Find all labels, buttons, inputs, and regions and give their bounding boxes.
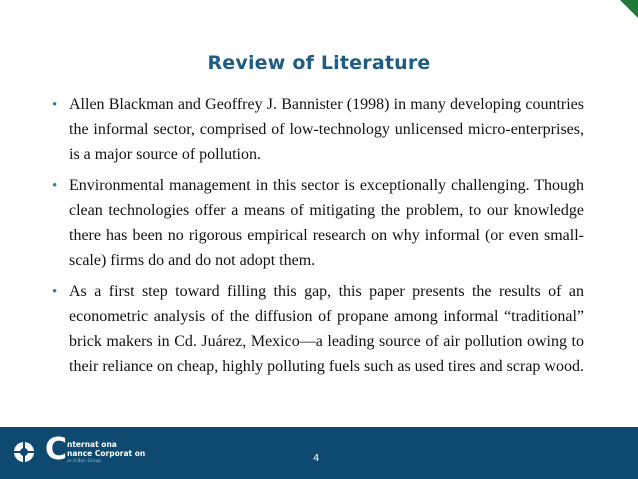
bullet-text: Environmental management in this sector is exceptionally challenging. Though clean technologies offer a means of mitigating the problem, to our knowledge there has been no rigorous empirical research on why informal (or even small-scale) firms do and do not adopt them. xyxy=(69,177,584,269)
bullet-dot-icon: • xyxy=(52,284,58,300)
bullet-dot-icon: • xyxy=(52,178,58,194)
globe-icon xyxy=(13,441,35,463)
org-name-line3: or d Ban Group xyxy=(67,459,102,464)
logo-letter: C xyxy=(45,432,68,467)
page-number: 4 xyxy=(313,453,320,464)
bullet-item xyxy=(52,173,584,273)
bullet-dot-icon: • xyxy=(52,97,58,113)
bullet-item xyxy=(52,279,584,379)
bullet-text: Allen Blackman and Geoffrey J. Bannister (1998) in many developing countries the informal sector, comprised of low-technology unlicensed micro-enterprises, is a major source of pollution. xyxy=(69,96,584,163)
corner-accent xyxy=(620,0,638,18)
footer-bar xyxy=(0,427,638,479)
bullet-text: As a first step toward filling this gap, this paper presents the results of an econometric analysis of the diffusion of propane among informal “traditional” brick makers in Cd. Juárez, Mexico—a leading source of air pollution owing to their reliance on cheap, highly polluting fuels such as used tires and scrap wood. xyxy=(69,283,584,375)
slide-title: Review of Literature xyxy=(207,52,431,74)
org-name-line1: nternat ona xyxy=(67,440,117,449)
org-name-line2: nance Corporat on xyxy=(67,449,146,458)
bullet-list xyxy=(52,92,584,385)
bullet-item xyxy=(52,92,584,167)
